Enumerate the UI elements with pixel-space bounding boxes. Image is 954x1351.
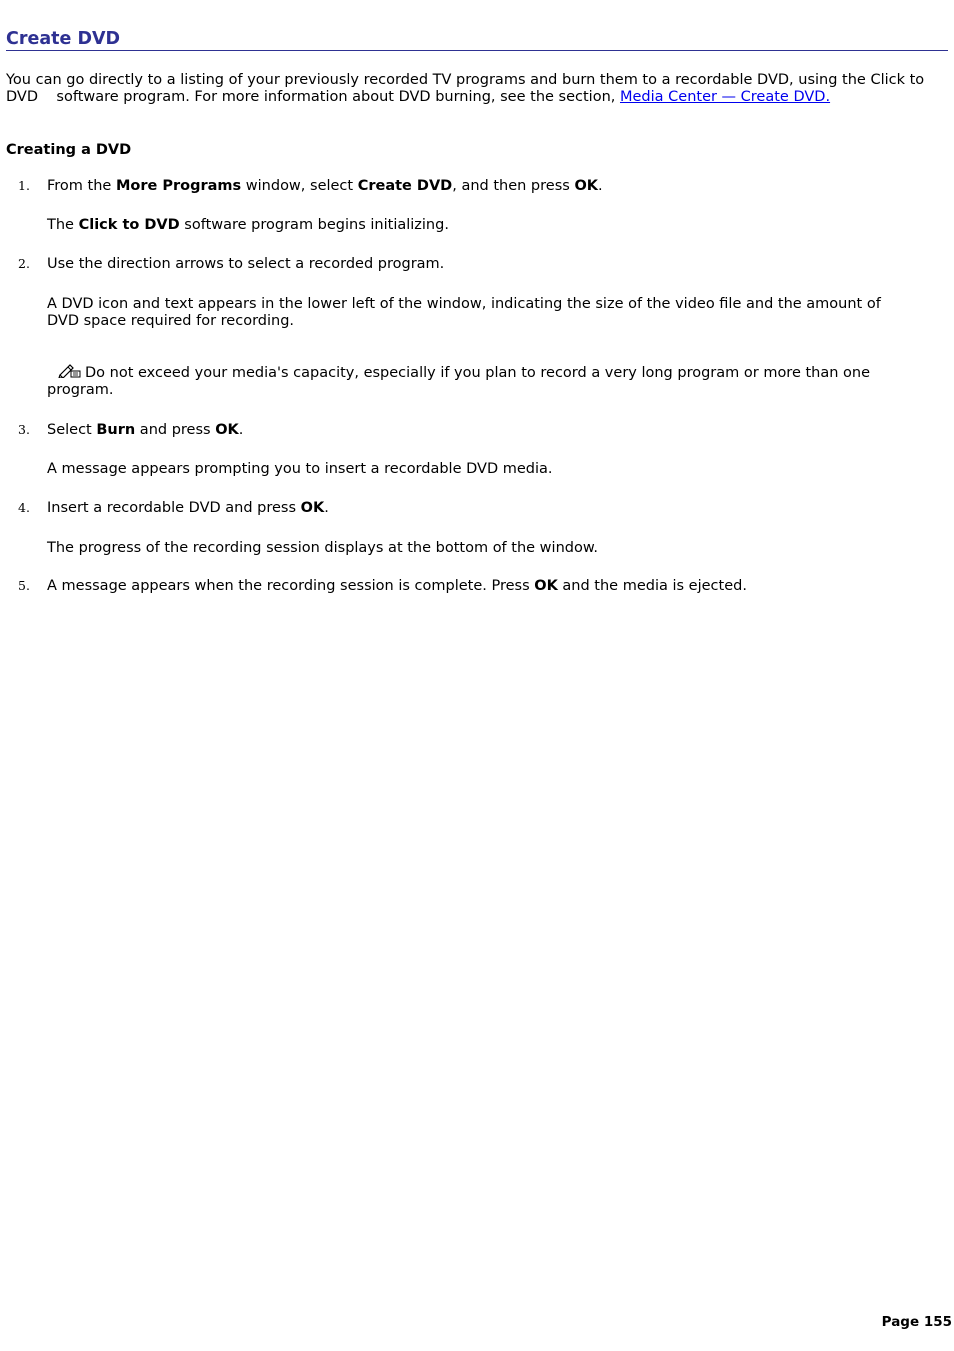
step-2-note [47,362,907,398]
title-bar [6,28,948,51]
step-4-detail: The progress of the recording session displays at the bottom of the window. [47,540,598,556]
step-2-text: Use the direction arrows to select a recorded program. [47,256,445,272]
step-1-part: From the [47,178,116,194]
step-3-part: and press [135,422,216,438]
step-4-text [47,500,907,517]
section-heading: Creating a DVD [6,142,132,158]
step-5-text [47,578,907,595]
step-5-part: and the media is ejected. [557,578,747,594]
step-number-4: 4. [18,500,30,515]
step-1-detail-part: The [47,217,79,233]
page-number: Page 155 [881,1314,952,1330]
media-center-create-dvd-link[interactable]: Media Center — Create DVD. [619,89,831,105]
step-2-note-text: Do not exceed your media's capacity, especially if you plan to record a very long program or more than one program. [47,365,871,398]
step-1-part: . [598,178,603,194]
step-3-detail: A message appears prompting you to insert a recordable DVD media. [47,461,553,477]
step-2-detail: A DVD icon and text appears in the lower left of the window, indicating the size of the video file and the amount of DVD space required for recording. [47,296,881,329]
step-3-text [47,422,907,439]
step-1-bold-ok: OK [574,178,598,194]
step-number-1: 1. [18,178,30,193]
step-5-part: A message appears when the recording session is complete. Press [47,578,535,594]
step-number-3: 3. [18,422,30,437]
step-3-part: . [238,422,244,438]
step-1-detail-part: software program begins initializing. [179,217,449,233]
step-3-part: Select [47,422,97,438]
step-1-part: window, select [241,178,358,194]
step-1-detail-bold: Click to DVD [78,217,180,233]
step-1-bold-more-programs: More Programs [115,178,242,194]
step-number-2: 2. [18,256,30,271]
step-5-bold-ok: OK [534,578,558,594]
page-title: Create DVD [6,29,121,49]
step-1-detail [47,217,907,234]
step-1-part: , and then press [452,178,575,194]
intro-text: You can go directly to a listing of your previously recorded TV programs and burn them to a recordable DVD, using the Click to DVD software program. For more information about DVD burning, see the section, [6,72,925,105]
step-1-bold-create-dvd: Create DVD [357,178,453,194]
note-pencil-icon [57,362,81,378]
step-4-bold-ok: OK [300,500,325,516]
step-3-bold-burn: Burn [96,422,136,438]
step-4-part: Insert a recordable DVD and press [47,500,301,516]
step-1-text [47,178,907,195]
step-number-5: 5. [18,578,30,593]
intro-paragraph [6,72,946,106]
step-3-bold-ok: OK [215,422,239,438]
step-4-part: . [324,500,329,516]
